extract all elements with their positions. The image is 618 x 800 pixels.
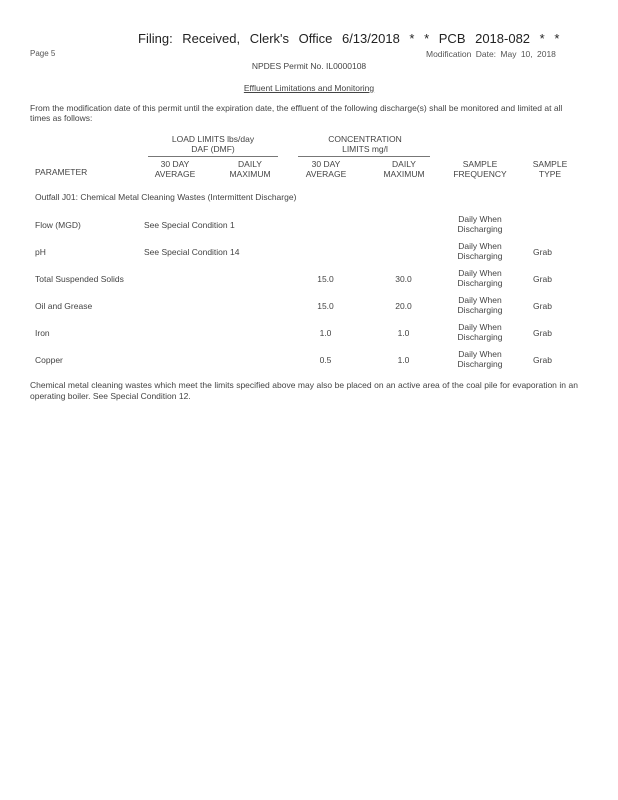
load-limits-rule <box>148 156 278 157</box>
col-load-daily-l1: DAILY <box>238 159 262 169</box>
col-load-30day-l1: 30 DAY <box>160 159 190 169</box>
page-number: Page 5 <box>30 49 56 58</box>
load-limits-title: LOAD LIMITS lbs/day <box>171 134 255 144</box>
col-sample-type <box>520 159 580 179</box>
avg-cell: 1.0 <box>319 328 332 338</box>
concentration-header <box>300 134 430 154</box>
frequency-cell <box>440 268 520 288</box>
col-load-daily <box>215 159 285 179</box>
freq-l1: Daily When <box>458 322 502 332</box>
frequency-cell <box>440 322 520 342</box>
max-cell: 1.0 <box>397 355 410 365</box>
freq-l1: Daily When <box>458 241 502 251</box>
filing-stamp: Filing: Received, Clerk's Office 6/13/2018 * * PCB 2018-082 * * <box>138 31 560 46</box>
col-sample-frequency <box>440 159 520 179</box>
col-load-30day <box>140 159 210 179</box>
max-cell: 20.0 <box>395 301 412 311</box>
frequency-cell <box>440 214 520 234</box>
concentration-title: CONCENTRATION <box>328 134 402 144</box>
col-sample-frequency-l1: SAMPLE <box>462 159 498 169</box>
freq-l2: Discharging <box>457 332 503 342</box>
max-cell: 30.0 <box>395 274 412 284</box>
freq-l1: Daily When <box>458 214 502 224</box>
col-conc-daily <box>369 159 439 179</box>
footer-note: Chemical metal cleaning wastes which meet the limits specified above may also be placed on an active area of the coal pile for evaporation in an operating boiler. See Special Condition 12. <box>30 380 578 401</box>
col-parameter: PARAMETER <box>35 167 88 177</box>
param-cell: pH <box>35 247 46 257</box>
sample-type-cell: Grab <box>533 328 552 338</box>
modification-date: Modification Date: May 10, 2018 <box>426 49 556 59</box>
param-cell: Oil and Grease <box>35 301 93 311</box>
freq-l1: Daily When <box>458 349 502 359</box>
freq-l1: Daily When <box>458 268 502 278</box>
sample-type-cell: Grab <box>533 274 552 284</box>
sample-type-cell: Grab <box>533 247 552 257</box>
col-conc-30day-l2: AVERAGE <box>305 169 347 179</box>
concentration-rule <box>298 156 430 157</box>
load-limits-sub: DAF (DMF) <box>191 144 235 154</box>
freq-l2: Discharging <box>457 251 503 261</box>
param-cell: Total Suspended Solids <box>35 274 124 284</box>
frequency-cell <box>440 295 520 315</box>
param-cell: Iron <box>35 328 50 338</box>
section-title-text: Effluent Limitations and Monitoring <box>243 83 375 93</box>
load-cell: See Special Condition 1 <box>144 220 235 230</box>
permit-number: NPDES Permit No. IL0000108 <box>251 61 367 71</box>
freq-l1: Daily When <box>458 295 502 305</box>
col-conc-daily-l2: MAXIMUM <box>383 169 425 179</box>
freq-l2: Discharging <box>457 359 503 369</box>
freq-l2: Discharging <box>457 305 503 315</box>
col-conc-daily-l1: DAILY <box>392 159 416 169</box>
sample-type-cell: Grab <box>533 355 552 365</box>
outfall-title: Outfall J01: Chemical Metal Cleaning Wastes (Intermittent Discharge) <box>35 192 297 202</box>
max-cell: 1.0 <box>397 328 410 338</box>
load-cell: See Special Condition 14 <box>144 247 240 257</box>
param-cell: Copper <box>35 355 63 365</box>
frequency-cell <box>440 241 520 261</box>
col-conc-30day-l1: 30 DAY <box>311 159 341 169</box>
freq-l2: Discharging <box>457 278 503 288</box>
avg-cell: 15.0 <box>317 301 334 311</box>
col-sample-type-l2: TYPE <box>538 169 562 179</box>
avg-cell: 15.0 <box>317 274 334 284</box>
sample-type-cell: Grab <box>533 301 552 311</box>
concentration-sub: LIMITS mg/l <box>342 144 388 154</box>
col-load-daily-l2: MAXIMUM <box>229 169 271 179</box>
avg-cell: 0.5 <box>319 355 332 365</box>
frequency-cell <box>440 349 520 369</box>
col-sample-frequency-l2: FREQUENCY <box>453 169 507 179</box>
col-sample-type-l1: SAMPLE <box>532 159 568 169</box>
intro-paragraph: From the modification date of this permit until the expiration date, the effluent of the following discharge(s) shall be monitored and limited at all times as follows: <box>30 103 563 123</box>
load-limits-header <box>148 134 278 154</box>
col-conc-30day <box>291 159 361 179</box>
freq-l2: Discharging <box>457 224 503 234</box>
col-load-30day-l2: AVERAGE <box>154 169 196 179</box>
section-title <box>0 83 618 93</box>
param-cell: Flow (MGD) <box>35 220 81 230</box>
